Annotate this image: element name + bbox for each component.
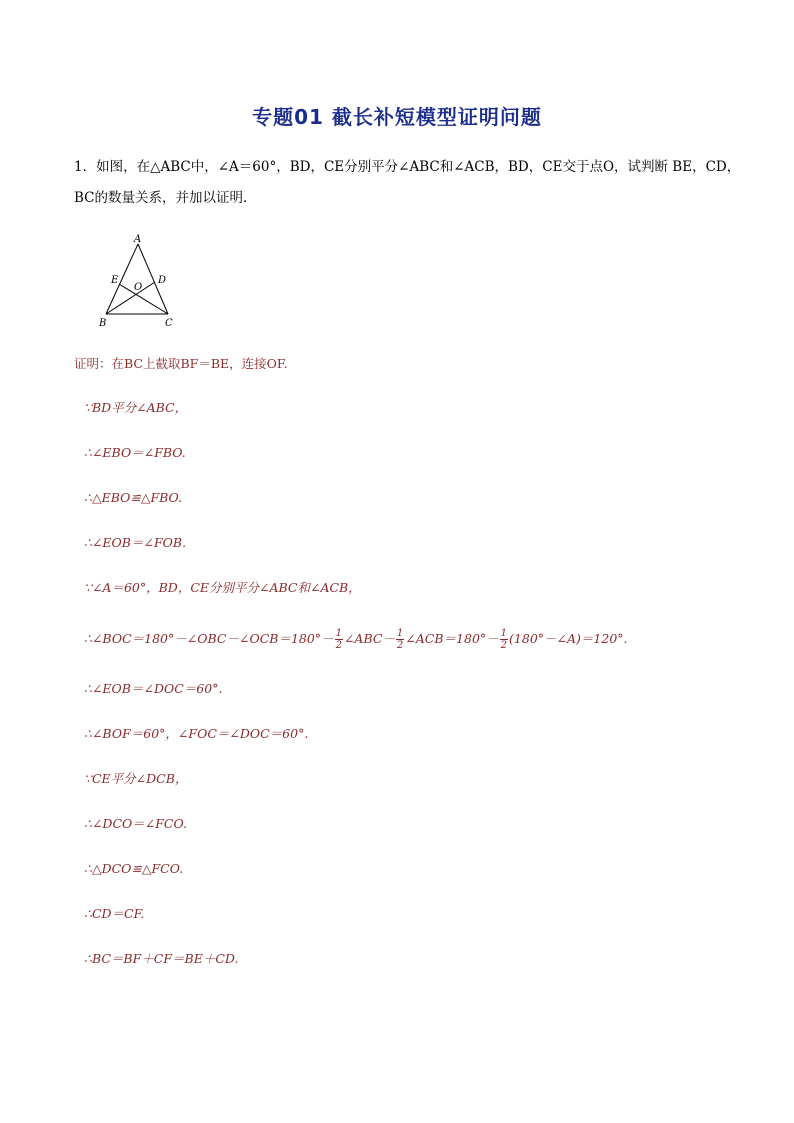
fraction-half [396,628,404,651]
segment-ce [119,284,168,314]
boc-part-1: ∴∠BOC＝180°－∠OBC－∠OCB＝180°－ [84,631,334,646]
question-line-1: 1．如图，在△ABC中，∠A＝60°，BD，CE分别平分∠ABC和∠ACB，BD，CE交于点O，试判断 BE，CD， [74,159,741,175]
proof-step: ∴∠EBO＝∠FBO. [84,445,186,460]
fraction-denominator: 2 [335,640,342,651]
fraction-half [500,628,508,651]
label-d: D [158,275,167,286]
fraction-denominator: 2 [396,640,404,651]
fraction-numerator: 1 [335,628,342,639]
proof-step: ∴△DCO≌△FCO. [84,861,184,876]
proof-step: ∵BD平分∠ABC， [84,400,188,415]
label-e: E [111,275,119,286]
fraction-denominator: 2 [500,640,508,651]
proof-step-boc [84,628,628,651]
page-title: 专题01 截长补短模型证明问题 [252,105,542,129]
proof-step: ∴BC＝BF＋CF＝BE＋CD. [84,951,239,966]
proof-step: ∴∠EOB＝∠FOB. [84,535,187,550]
label-a: A [134,234,142,245]
fraction-numerator: 1 [396,628,404,639]
boc-part-2: ∠ABC－ [343,631,395,646]
boc-part-3: ∠ACB＝180°－ [405,631,499,646]
proof-step: ∵∠A＝60°，BD，CE分别平分∠ABC和∠ACB， [84,580,361,595]
proof-step: ∴△EBO≌△FBO. [84,490,183,505]
triangle-figure [98,234,188,330]
label-b: B [99,318,107,329]
label-o: O [134,282,143,293]
question-line-2: BC的数量关系，并加以证明． [74,190,257,206]
fraction-half [335,628,343,651]
label-c: C [165,318,173,329]
boc-part-4: (180°－∠A)＝120°. [509,631,628,646]
proof-step: ∴∠EOB＝∠DOC＝60°. [84,681,223,696]
proof-intro: 证明：在BC上截取BF＝BE，连接OF. [74,356,288,371]
fraction-numerator: 1 [500,628,508,639]
proof-step: ∴∠BOF＝60°，∠FOC＝∠DOC＝60°. [84,726,309,741]
proof-step: ∵CE平分∠DCB， [84,771,188,786]
proof-step: ∴∠DCO＝∠FCO. [84,816,187,831]
proof-step: ∴CD＝CF. [84,906,145,921]
